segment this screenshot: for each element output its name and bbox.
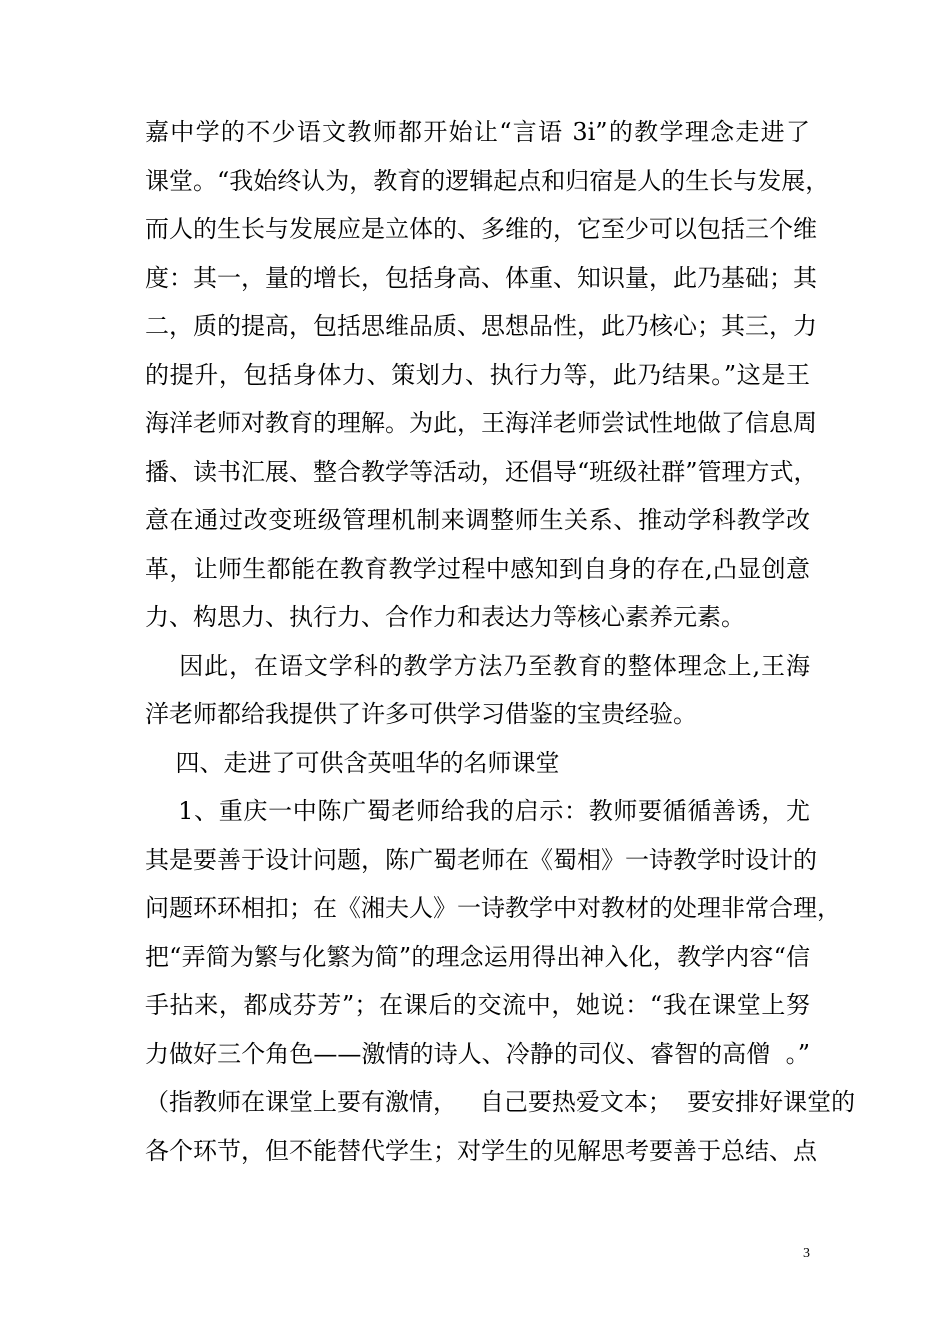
text-line: 嘉中学的不少语文教师都开始让“言语 3i”的教学理念走进了 bbox=[145, 118, 810, 146]
text-line: （指教师在课堂上要有激情， 自己要热爱文本； 要安排好课堂的 bbox=[145, 1088, 856, 1116]
text-line: 四、走进了可供含英咀华的名师课堂 bbox=[145, 748, 560, 777]
text-line: 因此，在语文学科的教学方法乃至教育的整体理念上,王海 bbox=[145, 651, 810, 680]
page-number: 3 bbox=[803, 1246, 810, 1261]
text-line: 二，质的提高，包括思维品质、思想品性，此乃核心；其三，力 bbox=[145, 312, 817, 340]
text-line: 的提升，包括身体力、策划力、执行力等，此乃结果。”这是王 bbox=[145, 360, 810, 389]
text-line: 1、重庆一中陈广蜀老师给我的启示：教师要循循善诱，尤 bbox=[145, 797, 810, 825]
text-line: 手拈来，都成芬芳”；在课后的交流中，她说：“我在课堂上努 bbox=[145, 991, 810, 1019]
text-line: 各个环节，但不能替代学生；对学生的见解思考要善于总结、点 bbox=[145, 1136, 817, 1165]
body-text bbox=[145, 108, 856, 1175]
text-line: 革，让师生都能在教育教学过程中感知到自身的存在,凸显创意 bbox=[145, 554, 810, 583]
text-line: 意在通过改变班级管理机制来调整师生关系、推动学科教学改 bbox=[145, 506, 810, 534]
text-line: 洋老师都给我提供了许多可供学习借鉴的宝贵经验。 bbox=[145, 700, 697, 728]
text-line: 问题环环相扣；在《湘夫人》一诗教学中对教材的处理非常合理， bbox=[145, 894, 841, 922]
text-line: 播、读书汇展、整合教学等活动，还倡导“班级社群”管理方式， bbox=[145, 457, 818, 486]
text-line: 课堂。“我始终认为，教育的逻辑起点和归宿是人的生长与发展， bbox=[145, 166, 830, 195]
text-line: 力、构思力、执行力、合作力和表达力等核心素养元素。 bbox=[145, 603, 745, 631]
text-line: 而人的生长与发展应是立体的、多维的，它至少可以包括三个维 bbox=[145, 215, 817, 243]
text-line: 把“弄简为繁与化繁为简”的理念运用得出神入化，教学内容“信 bbox=[145, 942, 810, 971]
text-line: 海洋老师对教育的理解。为此，王海洋老师尝试性地做了信息周 bbox=[145, 409, 817, 437]
text-line: 其是要善于设计问题，陈广蜀老师在《蜀相》一诗教学时设计的 bbox=[145, 845, 817, 874]
text-line: 力做好三个角色——激情的诗人、冷静的司仪、睿智的高僧 。” bbox=[145, 1039, 810, 1068]
text-line: 度：其一，量的增长，包括身高、体重、知识量，此乃基础；其 bbox=[145, 263, 817, 292]
